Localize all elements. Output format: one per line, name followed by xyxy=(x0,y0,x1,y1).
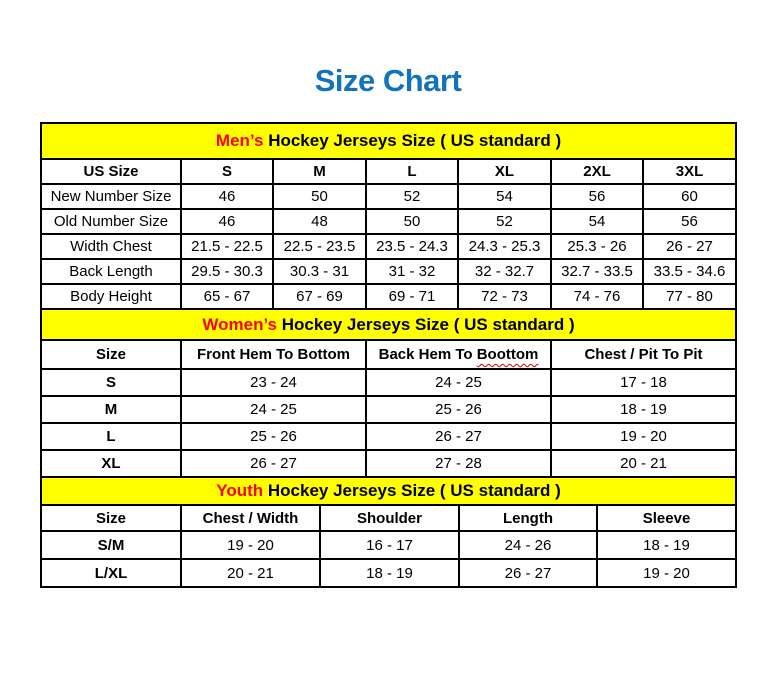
column-header-chest-pit: Chest / Pit To Pit xyxy=(551,340,736,369)
mens-banner-row xyxy=(41,123,736,159)
table-row-womens-m xyxy=(41,396,736,423)
table-cell: 21.5 - 22.5 xyxy=(181,234,273,259)
row-label: S xyxy=(41,369,181,396)
column-header-2xl: 2XL xyxy=(551,159,643,184)
column-header-shoulder: Shoulder xyxy=(320,505,459,531)
table-cell: 26 - 27 xyxy=(643,234,736,259)
table-cell: 18 - 19 xyxy=(551,396,736,423)
table-cell: 50 xyxy=(366,209,458,234)
table-cell: 19 - 20 xyxy=(181,531,320,559)
table-cell: 24.3 - 25.3 xyxy=(458,234,551,259)
table-row-body-height xyxy=(41,284,736,309)
youth-banner-text: Hockey Jerseys Size ( US standard ) xyxy=(263,481,561,500)
mens-banner-highlight: Men’s xyxy=(215,131,264,150)
table-cell: 24 - 25 xyxy=(366,369,551,396)
womens-banner-highlight: Women’s xyxy=(202,314,277,334)
youth-header-row xyxy=(41,505,736,531)
mens-size-table xyxy=(40,122,737,310)
table-cell: 65 - 67 xyxy=(181,284,273,309)
row-label: S/M xyxy=(41,531,181,559)
table-cell: 77 - 80 xyxy=(643,284,736,309)
table-row-width-chest xyxy=(41,234,736,259)
table-cell: 60 xyxy=(643,184,736,209)
table-row-youth-sm xyxy=(41,531,736,559)
table-cell: 26 - 27 xyxy=(366,423,551,450)
table-row-womens-xl xyxy=(41,450,736,477)
table-cell: 74 - 76 xyxy=(551,284,643,309)
row-label: M xyxy=(41,396,181,423)
row-label: Body Height xyxy=(41,284,181,309)
table-cell: 54 xyxy=(551,209,643,234)
table-cell: 29.5 - 30.3 xyxy=(181,259,273,284)
youth-table-banner xyxy=(41,478,736,505)
table-cell: 48 xyxy=(273,209,366,234)
column-header-back-hem xyxy=(366,340,551,369)
table-cell: 50 xyxy=(273,184,366,209)
column-header-size: Size xyxy=(41,340,181,369)
womens-banner-row xyxy=(41,310,736,340)
column-header-front-hem: Front Hem To Bottom xyxy=(181,340,366,369)
row-label: New Number Size xyxy=(41,184,181,209)
mens-header-row xyxy=(41,159,736,184)
table-cell: 20 - 21 xyxy=(181,559,320,587)
table-row-youth-lxl xyxy=(41,559,736,587)
row-label: XL xyxy=(41,450,181,477)
table-cell: 16 - 17 xyxy=(320,531,459,559)
table-cell: 24 - 25 xyxy=(181,396,366,423)
table-cell: 25 - 26 xyxy=(366,396,551,423)
page-title: Size Chart xyxy=(314,63,462,98)
table-cell: 32 - 32.7 xyxy=(458,259,551,284)
table-cell: 52 xyxy=(366,184,458,209)
column-header-size: Size xyxy=(41,505,181,531)
table-cell: 17 - 18 xyxy=(551,369,736,396)
youth-size-table xyxy=(40,478,737,588)
column-header-s: S xyxy=(181,159,273,184)
table-cell: 25.3 - 26 xyxy=(551,234,643,259)
table-cell: 52 xyxy=(458,209,551,234)
column-header-m: M xyxy=(273,159,366,184)
table-cell: 18 - 19 xyxy=(597,531,736,559)
table-cell: 24 - 26 xyxy=(459,531,597,559)
table-cell: 32.7 - 33.5 xyxy=(551,259,643,284)
column-header-chest-width: Chest / Width xyxy=(181,505,320,531)
mens-table-banner xyxy=(41,123,736,159)
table-cell: 26 - 27 xyxy=(181,450,366,477)
mens-banner-text: Hockey Jerseys Size ( US standard ) xyxy=(263,131,562,150)
table-cell: 46 xyxy=(181,209,273,234)
column-header-us-size: US Size xyxy=(41,159,181,184)
womens-size-table xyxy=(40,310,737,478)
table-row-back-length xyxy=(41,259,736,284)
womens-banner-text: Hockey Jerseys Size ( US standard ) xyxy=(277,314,575,334)
table-row-womens-s xyxy=(41,369,736,396)
size-tables xyxy=(40,122,735,588)
table-cell: 23 - 24 xyxy=(181,369,366,396)
back-hem-prefix: Back Hem To xyxy=(378,346,477,363)
table-cell: 67 - 69 xyxy=(273,284,366,309)
column-header-sleeve: Sleeve xyxy=(597,505,736,531)
table-cell: 56 xyxy=(643,209,736,234)
table-cell: 22.5 - 23.5 xyxy=(273,234,366,259)
table-cell: 26 - 27 xyxy=(459,559,597,587)
womens-header-row xyxy=(41,340,736,369)
table-cell: 19 - 20 xyxy=(597,559,736,587)
table-cell: 56 xyxy=(551,184,643,209)
row-label: L xyxy=(41,423,181,450)
table-row-womens-l xyxy=(41,423,736,450)
column-header-xl: XL xyxy=(458,159,551,184)
table-cell: 72 - 73 xyxy=(458,284,551,309)
table-cell: 25 - 26 xyxy=(181,423,366,450)
table-cell: 20 - 21 xyxy=(551,450,736,477)
column-header-3xl: 3XL xyxy=(643,159,736,184)
youth-banner-row xyxy=(41,478,736,505)
column-header-length: Length xyxy=(459,505,597,531)
table-cell: 23.5 - 24.3 xyxy=(366,234,458,259)
table-cell: 33.5 - 34.6 xyxy=(643,259,736,284)
row-label: Back Length xyxy=(41,259,181,284)
youth-banner-highlight: Youth xyxy=(216,481,264,500)
table-cell: 69 - 71 xyxy=(366,284,458,309)
table-row-new-number-size xyxy=(41,184,736,209)
table-cell: 27 - 28 xyxy=(366,450,551,477)
back-hem-misspelled-word: Boottom xyxy=(476,346,539,363)
table-cell: 54 xyxy=(458,184,551,209)
table-row-old-number-size xyxy=(41,209,736,234)
row-label: Old Number Size xyxy=(41,209,181,234)
womens-table-banner xyxy=(41,310,736,340)
table-cell: 19 - 20 xyxy=(551,423,736,450)
table-cell: 30.3 - 31 xyxy=(273,259,366,284)
column-header-l: L xyxy=(366,159,458,184)
row-label: Width Chest xyxy=(41,234,181,259)
row-label: L/XL xyxy=(41,559,181,587)
table-cell: 18 - 19 xyxy=(320,559,459,587)
table-cell: 46 xyxy=(181,184,273,209)
table-cell: 31 - 32 xyxy=(366,259,458,284)
